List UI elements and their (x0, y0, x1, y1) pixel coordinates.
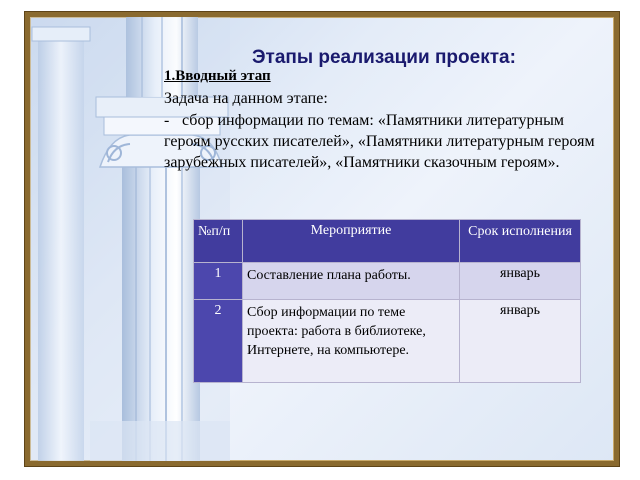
stage-heading: 1.Вводный этап (164, 68, 271, 84)
bullet-marker: - (164, 112, 170, 129)
task-label: Задача на данном этапе: (164, 90, 328, 107)
row-term: январь (460, 263, 581, 300)
header-term: Срок исполнения (460, 220, 581, 263)
row-number: 1 (194, 263, 243, 300)
row-event: Составление плана работы. (243, 263, 460, 300)
table-row (194, 300, 581, 383)
events-table (193, 219, 581, 383)
row-number: 2 (194, 300, 243, 383)
header-event: Мероприятие (243, 220, 460, 263)
slide-title: Этапы реализации проекта: (252, 47, 516, 68)
table-row (194, 263, 581, 300)
header-number: №п/п (194, 220, 243, 263)
task-description-text: сбор информации по темам: «Памятники литературным героям русских писателей», «Памятники литературным героям зарубежных писателей», «Памятники сказочным героям». (164, 112, 595, 171)
table-header-row (194, 220, 581, 263)
row-event: Сбор информации по теме проекта: работа в библиотеке, Интернете, на компьютере. (243, 300, 460, 383)
task-description (164, 110, 612, 173)
row-term: январь (460, 300, 581, 383)
